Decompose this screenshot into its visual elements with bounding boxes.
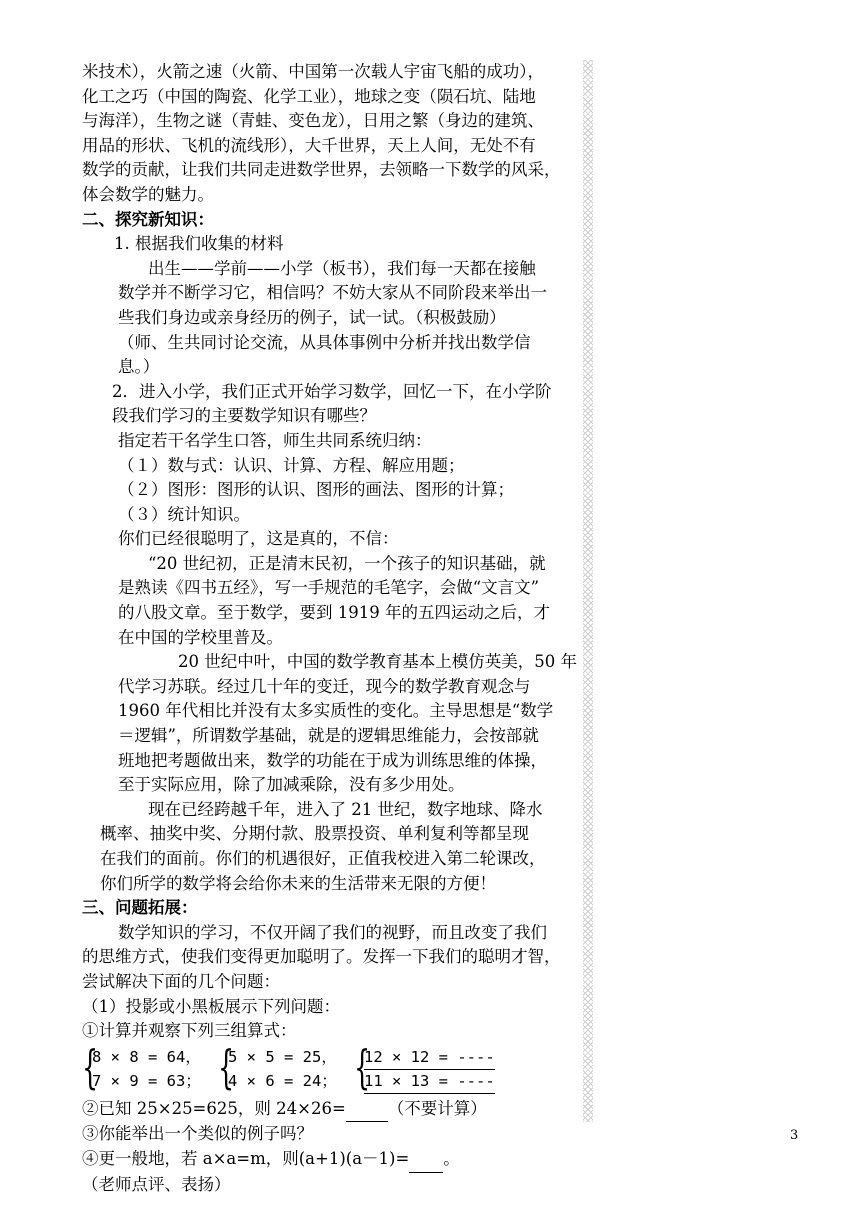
section-heading-extension: 三、问题拓展： bbox=[82, 898, 198, 918]
item-1-line: （师、生共同讨论交流，从具体事例中分析并找出数学信 bbox=[118, 332, 531, 352]
calculation-groups bbox=[82, 1039, 582, 1097]
quote-3-line: 在我们的面前。你们的机遇很好，正值我校进入第二轮课改， bbox=[100, 849, 546, 868]
question-2-note: （不要计算） bbox=[387, 1098, 487, 1118]
item-1-line: 数学并不断学习它，相信吗？不妨大家从不同阶段来举出一 bbox=[118, 283, 547, 303]
intro-line: 与海洋），生物之谜（青蛙、变色龙），日用之繁（身边的建筑、 bbox=[82, 111, 544, 131]
quote-1-line: 是熟读《四书五经》，写一手规范的毛笔字，会做“文言文” bbox=[118, 578, 540, 598]
question-1: （1）投影或小黑板展示下列问题： bbox=[82, 996, 340, 1016]
quote-1-line: 在中国的学校里普及。 bbox=[118, 627, 283, 647]
answer-blank bbox=[409, 1147, 443, 1173]
left-brace: { bbox=[354, 1039, 371, 1094]
item-2-line: （２）图形：图形的认识、图形的画法、图形的计算； bbox=[118, 480, 514, 500]
item-2-line: 2．进入小学，我们正式开始学习数学，回忆一下，在小学阶 bbox=[112, 381, 552, 401]
question-4-text: ④更一般地，若 a×a=m，则(a+1)(a－1)= bbox=[82, 1148, 410, 1168]
question-2 bbox=[82, 1097, 582, 1123]
calc-line: 11 × 13 = ---- bbox=[364, 1069, 495, 1095]
item-2-line: 指定若干名学生口答，师生共同系统归纳： bbox=[118, 430, 432, 450]
quote-3-line: 概率、抽奖中奖、分期付款、股票投资、单利复利等都呈现 bbox=[100, 824, 529, 844]
item-1-line: 些我们身边或亲身经历的例子，试一试。（积极鼓励） bbox=[118, 307, 506, 327]
quote-2-line: 代学习苏联。经过几十年的变迁，现今的数学教育观念与 bbox=[118, 676, 531, 696]
question-4-end: 。 bbox=[443, 1148, 460, 1168]
calc-line: 8 × 8 = 64， bbox=[92, 1047, 201, 1066]
calc-line: 4 × 6 = 24； bbox=[228, 1071, 337, 1090]
calc-line: 12 × 12 = ---- bbox=[364, 1045, 495, 1071]
quote-1-line: 的八股文章。至于数学，要到 1919 年的五四运动之后，才 bbox=[118, 603, 550, 623]
quote-1-line: “20 世纪初，正是清末民初，一个孩子的知识基础，就 bbox=[148, 553, 546, 573]
answer-blank bbox=[346, 1097, 388, 1123]
section-3-line: 数学知识的学习，不仅开阔了我们的视野，而且改变了我们 bbox=[118, 922, 547, 942]
quote-2-line: 至于实际应用，除了加减乘除，没有多少用处。 bbox=[118, 775, 465, 795]
question-2-text: ②已知 25×25=625，则 24×26= bbox=[82, 1098, 346, 1118]
main-text-column bbox=[82, 60, 582, 1197]
intro-line: 数学的贡献，让我们共同走进数学世界，去领略一下数学的风采， bbox=[82, 160, 561, 180]
left-brace: { bbox=[82, 1039, 99, 1094]
intro-line: 体会数学的魅力。 bbox=[82, 184, 214, 204]
page-number: 3 bbox=[790, 1128, 799, 1143]
intro-line: 米技术），火箭之速（火箭、中国第一次载人宇宙飞船的成功）， bbox=[82, 62, 544, 81]
calc-line: 5 × 5 = 25， bbox=[228, 1047, 337, 1066]
quote-2-line: 1960 年代相比并没有太多实质性的变化。主导思想是“数学 bbox=[118, 701, 554, 721]
question-3: ③你能举出一个类似的例子吗？ bbox=[82, 1124, 313, 1144]
intro-line: 化工之巧（中国的陶瓷、化学工业），地球之变（陨石坑、陆地 bbox=[82, 86, 536, 106]
item-2-line: （３）统计知识。 bbox=[118, 504, 250, 524]
section-3-line: 尝试解决下面的几个问题： bbox=[82, 971, 280, 991]
question-4 bbox=[82, 1147, 582, 1173]
question-1a: ①计算并观察下列三组算式： bbox=[82, 1021, 297, 1041]
item-1-line: 息。） bbox=[118, 357, 160, 377]
quote-3-line: 你们所学的数学将会给你未来的生活带来无限的方便！ bbox=[100, 873, 496, 893]
item-2-line: 段我们学习的主要数学知识有哪些？ bbox=[112, 406, 376, 426]
item-1-line: 出生——学前——小学（板书），我们每一天都在接触 bbox=[148, 258, 536, 278]
closing-note: （老师点评、表扬） bbox=[82, 1174, 231, 1194]
intro-line: 用品的形状、飞机的流线形），大千世界，天上人间，无处不有 bbox=[82, 135, 536, 155]
section-heading-explore: 二、探究新知识： bbox=[82, 209, 214, 229]
quote-2-line: ＝逻辑”，所谓数学基础，就是的逻辑思维能力，会按部就 bbox=[118, 726, 539, 746]
quote-2-line: 班地把考题做出来，数学的功能在于成为训练思维的体操， bbox=[118, 750, 547, 770]
item-2-line: （１）数与式：认识、计算、方程、解应用题； bbox=[118, 455, 465, 475]
calc-line: 7 × 9 = 63； bbox=[92, 1071, 201, 1090]
margin-hatch-bar bbox=[583, 60, 593, 1122]
left-brace: { bbox=[218, 1039, 235, 1094]
section-3-line: 的思维方式，使我们变得更加聪明了。发挥一下我们的聪明才智， bbox=[82, 947, 561, 967]
quote-3-line: 现在已经跨越千年，进入了 21 世纪，数字地球、降水 bbox=[148, 799, 543, 819]
item-1-title: 1. 根据我们收集的材料 bbox=[114, 234, 284, 254]
item-2-line: 你们已经很聪明了，这是真的，不信： bbox=[118, 529, 399, 549]
quote-2-line: 20 世纪中叶，中国的数学教育基本上模仿英美，50 年 bbox=[178, 652, 577, 672]
